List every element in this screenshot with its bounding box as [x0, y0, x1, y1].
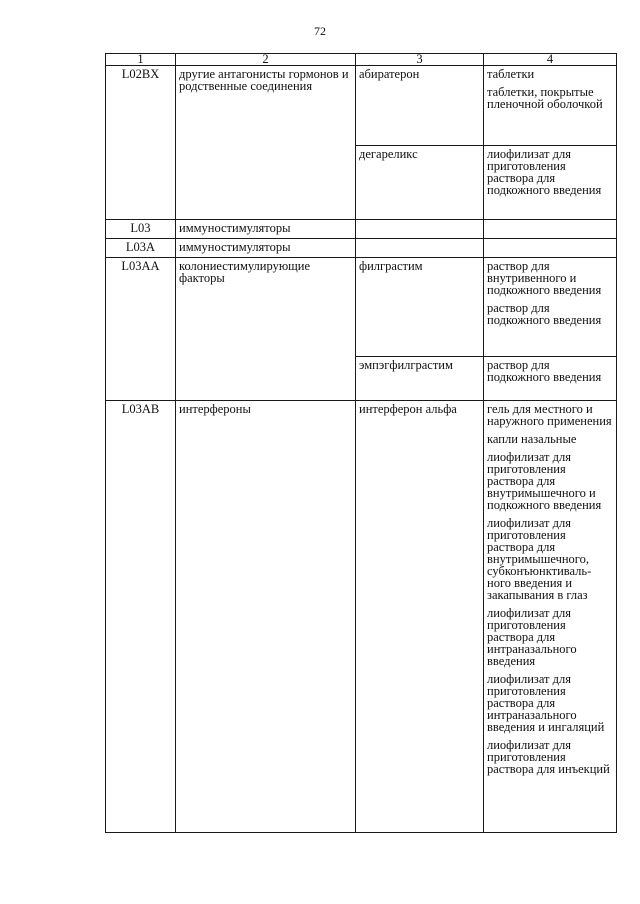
table-header-row: [106, 54, 617, 66]
atc-code: L03AA: [106, 258, 176, 401]
pharmacological-group: иммуностимуляторы: [176, 220, 356, 239]
table-row: [106, 220, 617, 239]
drug-name: интерферон альфа: [356, 401, 484, 833]
drug-name: [356, 239, 484, 258]
dosage-form: раствор для внутривенного и подкожного введения: [487, 259, 602, 297]
dosage-form: таблетки, покрытые пленочной оболочкой: [487, 85, 603, 111]
atc-code: L03A: [106, 239, 176, 258]
pharmacological-group: колониестимулирующие факторы: [176, 258, 356, 401]
dosage-form: лиофилизат для приготовления раствора для интраназального введения и ингаляций: [487, 672, 605, 734]
dosage-forms: [484, 66, 617, 146]
column-header-4: 4: [484, 54, 617, 66]
page-number: 72: [314, 24, 326, 38]
dosage-form: раствор для подкожного введения: [487, 301, 602, 327]
dosage-form: лиофилизат для приготовления раствора для инъекций: [487, 738, 610, 776]
dosage-forms: [484, 220, 617, 239]
table-row: [106, 66, 617, 146]
dosage-form: гель для местного и наружного применения: [487, 402, 612, 428]
table-row: [106, 258, 617, 357]
dosage-form: лиофилизат для приготовления раствора для интраназального введения: [487, 606, 577, 668]
drug-name: филграстим: [356, 258, 484, 357]
atc-code: L03AB: [106, 401, 176, 833]
table-row: [106, 401, 617, 833]
column-header-2: 2: [176, 54, 356, 66]
drug-name: эмпэгфилграстим: [356, 357, 484, 401]
dosage-form: капли назальные: [487, 432, 577, 446]
dosage-form: таблетки: [487, 67, 535, 81]
dosage-forms: [484, 146, 617, 220]
column-header-3: 3: [356, 54, 484, 66]
drug-name: абиратерон: [356, 66, 484, 146]
dosage-forms: [484, 258, 617, 357]
atc-code: L02BX: [106, 66, 176, 220]
dosage-forms: [484, 357, 617, 401]
drug-name: [356, 220, 484, 239]
table-row: [106, 239, 617, 258]
column-header-1: 1: [106, 54, 176, 66]
dosage-forms: [484, 239, 617, 258]
pharmacological-group: интерфероны: [176, 401, 356, 833]
drug-name: дегареликс: [356, 146, 484, 220]
pharmacological-group: иммуностимуляторы: [176, 239, 356, 258]
dosage-form: лиофилизат для приготовления раствора для внутримышечного, субконъюнктиваль-ного введения и закапывания в глаз: [487, 516, 592, 602]
atc-code: L03: [106, 220, 176, 239]
dosage-form: раствор для подкожного введения: [487, 358, 602, 384]
pharmacological-group: другие антагонисты гормонов и родственные соединения: [176, 66, 356, 220]
dosage-form: лиофилизат для приготовления раствора для подкожного введения: [487, 147, 602, 197]
dosage-forms: [484, 401, 617, 833]
medication-table: [105, 53, 617, 833]
dosage-form: лиофилизат для приготовления раствора для внутримышечного и подкожного введения: [487, 450, 602, 512]
